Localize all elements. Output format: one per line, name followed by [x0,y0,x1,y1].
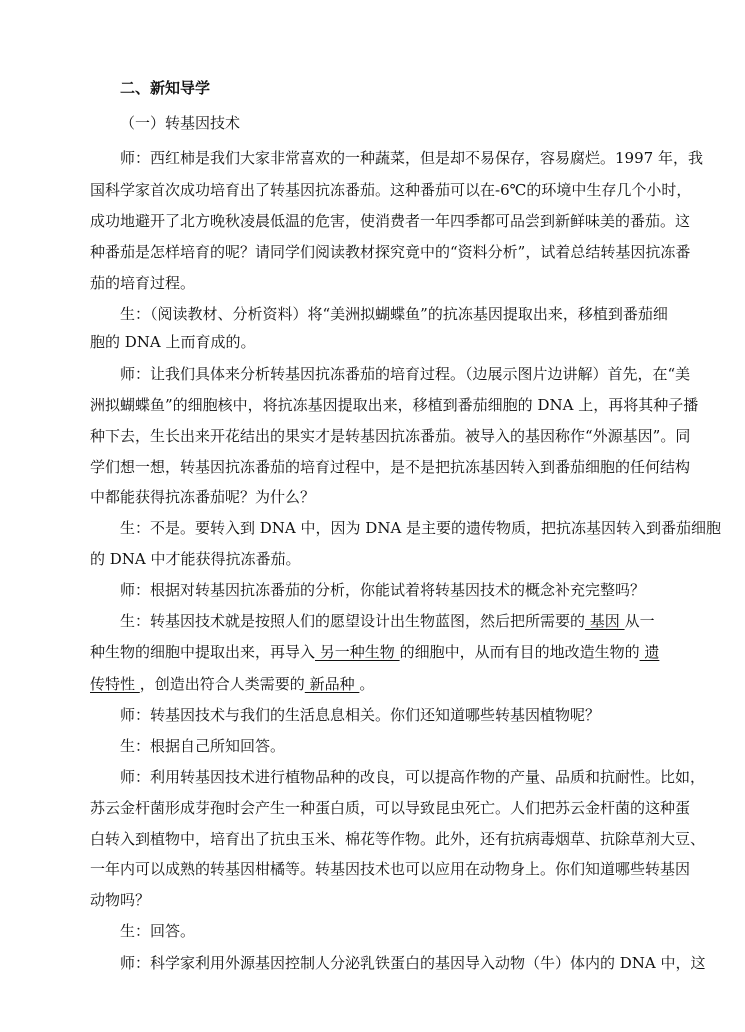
fill-blank-line [90,642,659,662]
paragraph-text: 生：转基因技术就是按照人们的愿望设计出生物蓝图，然后把所需要的 [120,612,586,630]
section-heading: 二、新知导学 [120,79,211,97]
paragraph-text: ，创造出符合人类需要的 [139,675,305,693]
paragraph-line: 种番茄是怎样培育的呢？请同学们阅读教材探究竟中的“资料分析”，试着总结转基因抗冻番 [90,243,691,261]
paragraph-line: 师：让我们具体来分析转基因抗冻番茄的培育过程。（边展示图片边讲解）首先，在“美 [120,365,691,383]
paragraph-line: 师：科学家利用外源基因控制人分泌乳铁蛋白的基因导入动物（牛）体内的 DNA 中，这 [120,954,706,972]
paragraph-text: 种生物的细胞中提取出来，再导入 [90,643,316,661]
paragraph-line: 师：西红柿是我们大家非常喜欢的一种蔬菜，但是却不易保存，容易腐烂。1997 年，我 [120,149,703,167]
paragraph-line: 白转入到植物中，培育出了抗虫玉米、棉花等作物。此外，还有抗病毒烟草、抗除草剂大豆、 [90,830,706,848]
paragraph-line: 茄的培育过程。 [90,274,196,292]
paragraph-line: 洲拟蝴蝶鱼”的细胞核中，将抗冻基因提取出来，移植到番茄细胞的 DNA 上，再将其种子播 [90,396,699,414]
answer-blank: 基因 [585,612,625,630]
paragraph-line: 苏云金杆菌形成芽孢时会产生一种蛋白质，可以导致昆虫死亡。人们把苏云金杆菌的这种蛋 [90,799,691,817]
paragraph-line: 国科学家首次成功培育出了转基因抗冻番茄。这种番茄可以在-6℃的环境中生存几个小时， [90,181,692,199]
paragraph-line: 的 DNA 中才能获得抗冻番茄。 [90,550,301,568]
paragraph-line: 师：利用转基因技术进行植物品种的改良，可以提高作物的产量、品质和抗耐性。比如， [120,768,706,786]
fill-blank-line [90,674,374,694]
paragraph-line: 生：根据自己所知回答。 [120,737,286,755]
answer-blank: 遗 [639,643,660,661]
paragraph-line: 一年内可以成熟的转基因柑橘等。转基因技术也可以应用在动物身上。你们知道哪些转基因 [90,860,691,878]
paragraph-line: 生：回答。 [120,922,196,940]
paragraph-line: 学们想一想，转基因抗冻番茄的培育过程中，是不是把抗冻基因转入到番茄细胞的任何结构 [90,458,691,476]
subsection-heading: （一）转基因技术 [120,114,241,132]
paragraph-line: 动物吗？ [90,891,151,909]
paragraph-text: 的细胞中，从而有目的地改造生物的 [399,643,640,661]
answer-blank: 新品种 [304,675,360,693]
paragraph-line: 生：不是。要转入到 DNA 中，因为 DNA 是主要的遗传物质，把抗冻基因转入到番茄细胞 [120,519,722,537]
paragraph-line: 种下去，生长出来开花结出的果实才是转基因抗冻番茄。被导入的基因称作“外源基因”。同 [90,427,691,445]
paragraph-line: 师：转基因技术与我们的生活息息相关。你们还知道哪些转基因植物呢？ [120,706,601,724]
paragraph-line: 胞的 DNA 上而育成的。 [90,333,256,351]
paragraph-line: 成功地避开了北方晚秋凌晨低温的危害，使消费者一年四季都可品尝到新鲜味美的番茄。这 [90,212,691,230]
paragraph-line: 中都能获得抗冻番茄呢？为什么？ [90,488,316,506]
paragraph-line: 师：根据对转基因抗冻番茄的分析，你能试着将转基因技术的概念补充完整吗？ [120,581,646,599]
paragraph-text: 。 [359,675,375,693]
paragraph-line: 生：（阅读教材、分析资料）将“美洲拟蝴蝶鱼”的抗冻基因提取出来，移植到番茄细 [120,305,668,323]
fill-blank-line [120,611,655,631]
answer-blank: 传特性 [90,675,140,693]
paragraph-text: 从一 [624,612,655,630]
answer-blank: 另一种生物 [315,643,400,661]
